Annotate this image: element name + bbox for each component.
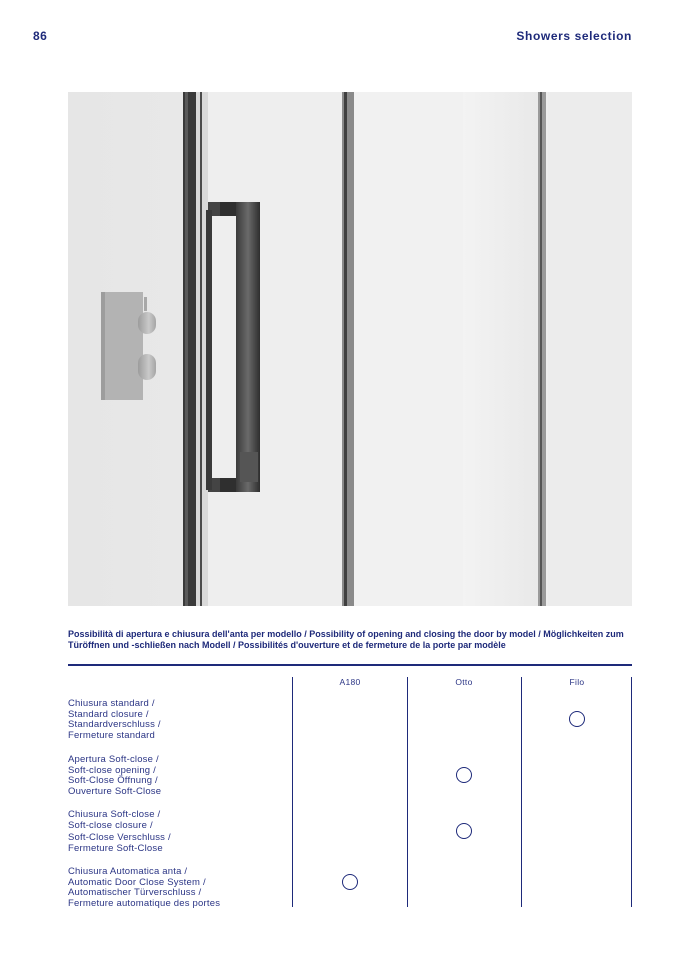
door-options-caption: Possibilità di apertura e chiusura dell'anta per modello / Possibility of opening and closing the door by model / Möglichkeiten zum Türöffnen und -schließen nach Modell / Possibilités d'ouverture et de fermeture de la porte par modèle <box>68 629 624 650</box>
row-label-line: Chiusura standard / <box>68 698 155 709</box>
section-title: Showers selection <box>516 29 632 43</box>
column-divider <box>521 677 522 907</box>
row-label-line: Soft-Close Verschluss / <box>68 832 171 843</box>
shower-door-handle-photo <box>68 92 632 606</box>
row-label-line: Standardverschluss / <box>68 719 161 730</box>
availability-circle-icon <box>456 823 472 839</box>
row-label-soft-close-opening <box>68 755 288 797</box>
column-header-filo: Filo <box>569 677 585 687</box>
row-label-line: Apertura Soft-close / <box>68 754 159 765</box>
row-label-line: Chiusura Soft-close / <box>68 809 161 820</box>
row-label-line: Soft-close closure / <box>68 819 153 831</box>
row-label-line: Soft-Close Öffnung / <box>68 775 158 786</box>
product-photo <box>68 92 632 606</box>
row-label-line: Automatic Door Close System / <box>68 876 206 888</box>
row-label-line: Fermeture automatique des portes <box>68 897 221 909</box>
column-divider <box>292 677 293 907</box>
row-label-line: Fermeture standard <box>68 729 156 741</box>
column-header-otto: Otto <box>455 677 473 687</box>
row-label-soft-close-closure <box>68 810 288 854</box>
page-number: 86 <box>33 29 48 43</box>
row-label-line: Automatischer Türverschluss / <box>68 887 202 898</box>
row-label-line: Fermeture Soft-Close <box>68 842 163 854</box>
availability-circle-icon <box>342 874 358 890</box>
column-header-a180: A180 <box>339 677 361 687</box>
caption-divider <box>68 664 632 666</box>
row-label-line: Chiusura Automatica anta / <box>68 866 188 877</box>
row-label-line: Ouverture Soft-Close <box>68 785 162 797</box>
row-label-line: Soft-close opening / <box>68 764 156 776</box>
row-label-automatic-close <box>68 867 288 909</box>
availability-circle-icon <box>569 711 585 727</box>
column-divider <box>407 677 408 907</box>
row-label-standard-closure <box>68 699 288 741</box>
row-label-line: Standard closure / <box>68 708 149 720</box>
availability-circle-icon <box>456 767 472 783</box>
column-divider <box>631 677 632 907</box>
